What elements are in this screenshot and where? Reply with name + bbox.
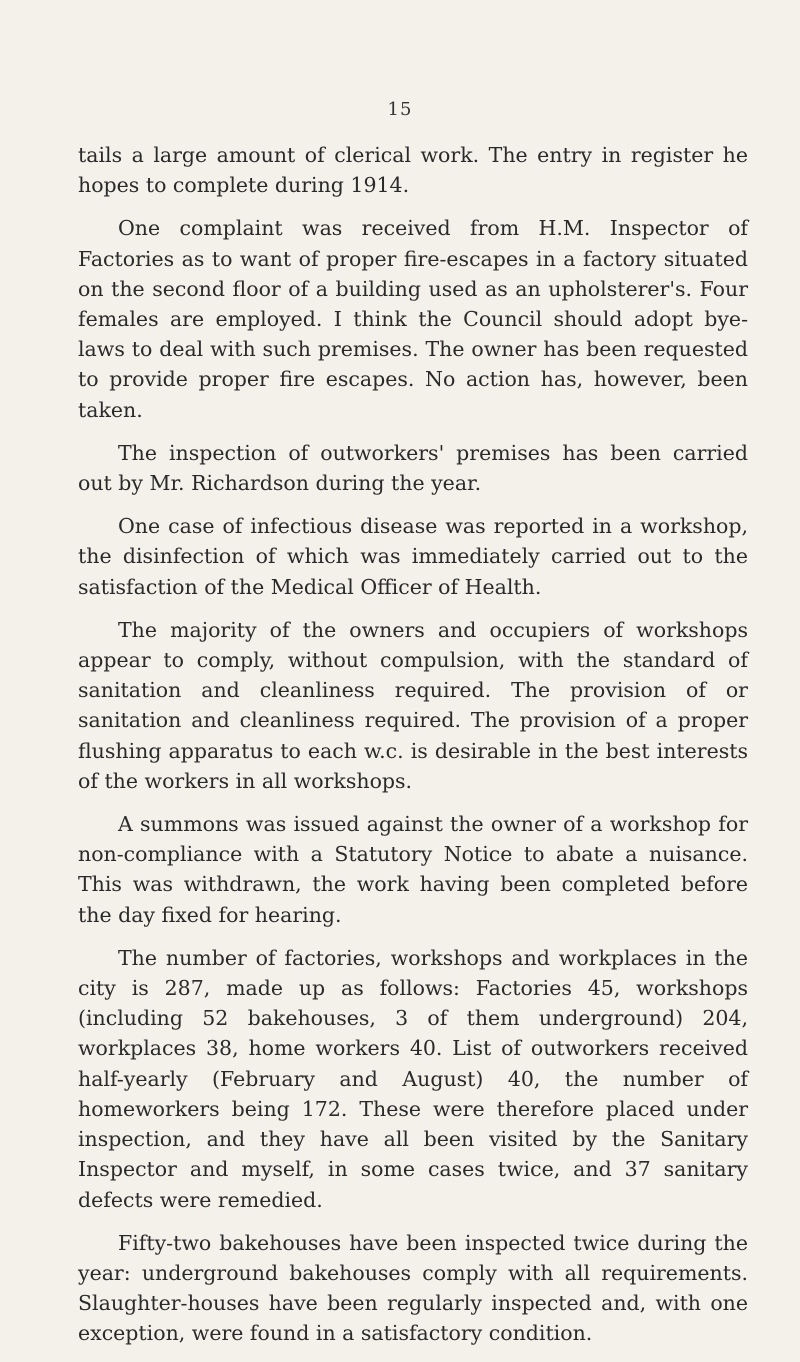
paragraph-summons: A summons was issued against the owner of a workshop for non-compliance with a Statutory Notice to abate a nuisance. This was withdrawn, the work having been completed before the day fixed for hearing.: [78, 812, 748, 927]
paragraph-outworkers-inspection: The inspection of outworkers' premises has been carried out by Mr. Richardson during the year.: [78, 440, 748, 496]
paragraph-factory-counts: The number of factories, workshops and workplaces in the city is 287, made up as follows: Factories 45, workshops (including 52 bakehouses, 3 of them underground) 204, workplaces 38, home workers 40. List of outworkers received half-yearly (February and August) 40, the number of homeworkers being 172. These were therefore placed under inspection, and they have all been visited by the Sanitary Inspector and myself, in some cases twice, and 37 sanitary defects were remedied.: [78, 945, 748, 1212]
paragraph-sanitation: The majority of the owners and occupiers of workshops appear to comply, without compulsion, with the standard of sanitation and cleanliness required. The provision of or sanitation and cleanliness required. The provision of a proper flushing apparatus to each w.c. is desirable in the best interests of the workers in all workshops.: [78, 617, 748, 793]
paragraph-fire-escapes: One complaint was received from H.M. Inspector of Factories as to want of proper fire-escapes in a factory situated on the second floor of a building used as an upholsterer's. Four females are employed. I think the Council should adopt bye-laws to deal with such premises. The owner has been requested to provide proper fire escapes. No action has, however, been taken.: [78, 216, 748, 422]
paragraph-continuation: tails a large amount of clerical work. The entry in register he hopes to complete during 1914.: [78, 143, 748, 198]
paragraph-infectious-disease: One case of infectious disease was reported in a workshop, the disinfection of which was immediately carried out to the satisfaction of the Medical Officer of Health.: [78, 514, 748, 599]
body-text: [78, 140, 748, 1362]
page-number: 15: [387, 99, 413, 120]
paragraph-bakehouses: Fifty-two bakehouses have been inspected twice during the year: underground bakehouses comply with all requirements. Slaughter-houses have been regularly inspected and, with one exception, were found in a satisfactory condition.: [78, 1230, 748, 1346]
